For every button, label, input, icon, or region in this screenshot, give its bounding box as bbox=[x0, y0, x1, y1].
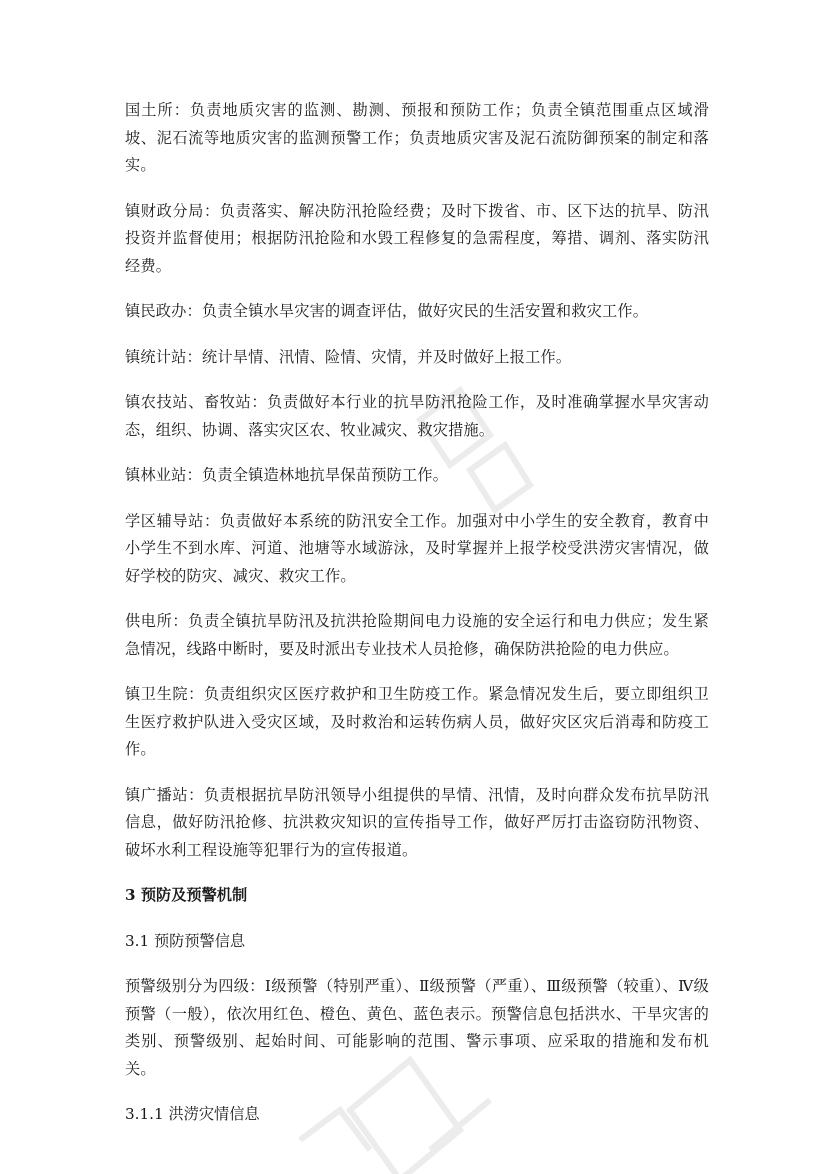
paragraph-agri-station: 镇农技站、畜牧站：负责做好本行业的抗旱防汛抢险工作，及时准确掌握水旱灾害动态，组织、协调、落实灾区农、牧业减灾、救灾措施。 bbox=[125, 393, 709, 439]
paragraph-finance-bureau: 镇财政分局：负责落实、解决防汛抢险经费；及时下拨省、市、区下达的抗旱、防汛投资并监督使用；根据防汛抢险和水毁工程修复的急需程度，筹措、调剂、落实防汛经费。 bbox=[125, 201, 709, 275]
paragraph-forestry-station: 镇林业站：负责全镇造林地抗旱保苗预防工作。 bbox=[125, 466, 449, 484]
paragraph-school-district: 学区辅导站：负责做好本系统的防汛安全工作。加强对中小学生的安全教育，教育中小学生不到水库、河道、池塘等水域游泳，及时掌握并上报学校受洪涝灾害情况，做好学校的防灾、减灾、救灾工作。 bbox=[125, 511, 709, 585]
paragraph-land-office: 国土所：负责地质灾害的监测、勘测、预报和预防工作；负责全镇范围重点区域滑坡、泥石流等地质灾害的监测预警工作；负责地质灾害及泥石流防御预案的制定和落实。 bbox=[125, 101, 709, 174]
paragraph-power-supply: 供电所：负责全镇抗旱防汛及抗洪抢险期间电力设施的安全运行和电力供应；发生紧急情况，线路中断时，要及时派出专业技术人员抢修，确保防洪抢险的电力供应。 bbox=[125, 612, 709, 658]
document-body bbox=[125, 97, 709, 1147]
paragraph-broadcast-station: 镇广播站：负责根据抗旱防汛领导小组提供的旱情、汛情，及时向群众发布抗旱防汛信息，做好防汛抢修、抗洪救灾知识的宣传指导工作，做好严厉打击盗窃防汛物资、破坏水利工程设施等犯罪行为的宣传报道。 bbox=[125, 785, 709, 859]
section-heading: 3 预防及预警机制 bbox=[125, 886, 248, 904]
paragraph-health-center: 镇卫生院：负责组织灾区医疗救护和卫生防疫工作。紧急情况发生后，要立即组织卫生医疗救护队进入受灾区域，及时救治和运转伤病人员，做好灾区灾后消毒和防疫工作。 bbox=[125, 685, 709, 758]
paragraph-statistics-station: 镇统计站：统计旱情、汛情、险情、灾情，并及时做好上报工作。 bbox=[125, 347, 572, 366]
paragraph-civil-affairs: 镇民政办：负责全镇水旱灾害的调查评估，做好灾民的生活安置和救灾工作。 bbox=[125, 302, 649, 320]
paragraph-warning-levels: 预警级别分为四级：Ⅰ级预警（特别严重）、Ⅱ级预警（严重）、Ⅲ级预警（较重）、Ⅳ级预警（一般），依次用红色、橙色、黄色、蓝色表示。预警信息包括洪水、干旱灾害的类别、预警级别、起始时间、可能影响的范围、警示事项、应采取的措施和发布机关。 bbox=[125, 977, 709, 1078]
subsubsection-heading: 3.1.1 洪涝灾情信息 bbox=[125, 1105, 260, 1123]
subsection-heading: 3.1 预防预警信息 bbox=[125, 931, 246, 950]
